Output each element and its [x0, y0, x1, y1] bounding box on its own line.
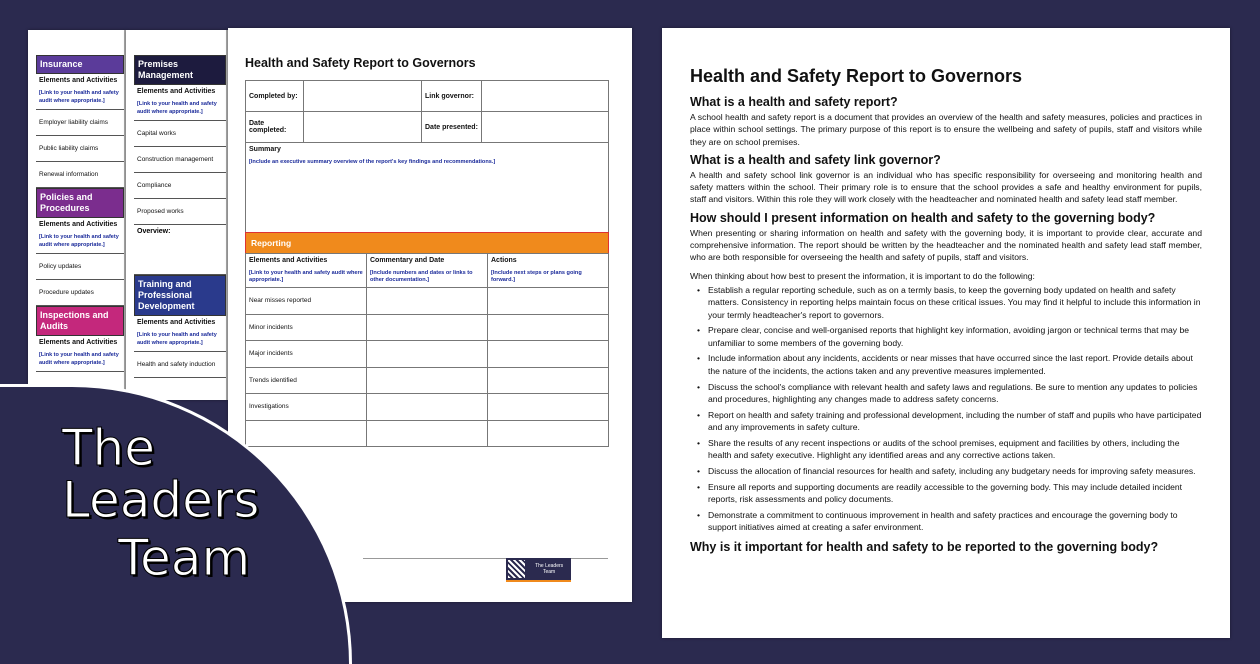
- row-label: Near misses reported: [246, 288, 367, 315]
- table-row: [246, 314, 609, 341]
- paragraph: A health and safety school link governor is an individual who has specific responsibility for overseeing and monitoring health and safety matters within the school. Their primary role is to ensure that the school provides a safe and healthy environment for pupils, staff and visitors. Within this role they will work closely with the headteacher and nominated health and safety lead staff member.: [690, 169, 1202, 205]
- elements-label: Elements and Activities: [39, 221, 118, 228]
- table-row: [246, 367, 609, 394]
- date-completed-field[interactable]: [304, 112, 422, 143]
- guide-title: Health and Safety Report to Governors: [690, 66, 1023, 86]
- brand-line-3: Team: [118, 529, 251, 587]
- table-cell[interactable]: [367, 288, 488, 315]
- table-cell[interactable]: [488, 288, 609, 315]
- elements-label: Elements and Activities: [39, 339, 118, 346]
- column-note: [Include numbers and dates or links to other documentation.]: [370, 270, 473, 283]
- list-item: • Share the results of any recent inspections or audits of the school premises, equipment and facilities by others, including the health and safety executive. Highlight any identified areas and any corrective actions taken.: [690, 437, 1202, 462]
- column-note: [Link to your health and safety audit where appropriate.]: [249, 270, 363, 283]
- column-note: [Include next steps or plans going forward.]: [491, 270, 582, 283]
- audit-link-note: [Link to your health and safety audit where appropriate.]: [137, 332, 217, 346]
- table-cell[interactable]: [367, 367, 488, 394]
- list-item: • Include information about any incidents, accidents or near misses that have occurred since the last report. Provide details about the nature of the incidents, the actions taken and any preventive measures implemented.: [690, 352, 1202, 377]
- table-cell[interactable]: [367, 341, 488, 368]
- row-label: [246, 420, 367, 447]
- details-table: [245, 80, 609, 233]
- brand-line-2: Leaders: [62, 471, 260, 529]
- section-header: Premises Management: [134, 55, 226, 85]
- heading-why-important: Why is it important for health and safety to be reported to the governing body?: [690, 540, 1159, 555]
- section-header: Insurance: [36, 55, 124, 74]
- list-item: • Discuss the school's compliance with relevant health and safety laws and regulations. Be sure to mention any updates to policies and procedures, highlighting any changes made to address safety concerns.: [690, 381, 1202, 406]
- back-page-insurance: [28, 30, 126, 400]
- table-cell[interactable]: [367, 314, 488, 341]
- table-row: Health and safety induction: [134, 352, 226, 378]
- elements-header: [134, 85, 226, 121]
- table-cell[interactable]: [488, 341, 609, 368]
- table-row: [246, 394, 609, 421]
- elements-header: [36, 218, 124, 254]
- table-row: [246, 288, 609, 315]
- list-item: • Establish a regular reporting schedule, such as on a termly basis, to keep the governing body updated on health and safety matters. Consistency in reporting helps maintain focus on these critical issues. You may find it helpful to include this information in your termly headteacher's report to governors.: [690, 284, 1202, 321]
- summary-cell[interactable]: [246, 143, 609, 233]
- column-title: Actions: [491, 257, 517, 264]
- completed-by-field[interactable]: [304, 81, 422, 112]
- link-governor-label: Link governor:: [422, 81, 482, 112]
- table-row: Procedure updates: [36, 280, 124, 306]
- table-row: Compliance: [134, 173, 226, 199]
- date-presented-label: Date presented:: [422, 112, 482, 143]
- guidance-list: [690, 284, 1202, 533]
- table-row: Renewal information: [36, 162, 124, 188]
- reporting-header: Reporting: [245, 232, 609, 254]
- column-title: Elements and Activities: [249, 257, 328, 264]
- audit-link-note: [Link to your health and safety audit where appropriate.]: [137, 101, 217, 115]
- heading-what-is-report: What is a health and safety report?: [690, 95, 898, 109]
- elements-header: [134, 316, 226, 352]
- table-cell[interactable]: [488, 367, 609, 394]
- brand-line-1: The: [62, 419, 155, 477]
- list-item: • Prepare clear, concise and well-organised reports that highlight key information, avoiding jargon or technical terms that may be unfamiliar to some members of the governing body.: [690, 324, 1202, 349]
- qr-code-icon: [508, 560, 525, 578]
- table-row: Proposed works: [134, 199, 226, 225]
- row-label: Trends identified: [246, 367, 367, 394]
- table-row: Policy updates: [36, 254, 124, 280]
- heading-link-governor: What is a health and safety link governor?: [690, 152, 941, 167]
- row-label: Minor incidents: [246, 314, 367, 341]
- table-row: Capital works: [134, 121, 226, 147]
- summary-label: Summary: [249, 146, 281, 153]
- table-cell[interactable]: [367, 420, 488, 447]
- row-label: Investigations: [246, 394, 367, 421]
- audit-link-note: [Link to your health and safety audit where appropriate.]: [39, 352, 119, 366]
- elements-label: Elements and Activities: [137, 319, 216, 326]
- table-cell[interactable]: [488, 394, 609, 421]
- link-governor-field[interactable]: [482, 81, 609, 112]
- list-item: • Ensure all reports and supporting documents are readily accessible to the governing body. This may include detailed incident reports, risk assessments and policy documents.: [690, 481, 1202, 506]
- table-row: Construction management: [134, 147, 226, 173]
- section-header: Policies and Procedures: [36, 188, 124, 218]
- reporting-table: [245, 253, 609, 447]
- form-title: Health and Safety Report to Governors: [245, 56, 476, 70]
- overview-label: Overview:: [134, 225, 226, 275]
- column-header: [246, 254, 367, 288]
- row-label: Major incidents: [246, 341, 367, 368]
- audit-link-note: [Link to your health and safety audit where appropriate.]: [39, 90, 119, 104]
- footer-logo: The Leaders Team: [506, 558, 571, 582]
- table-cell[interactable]: [488, 420, 609, 447]
- table-row: Public liability claims: [36, 136, 124, 162]
- audit-link-note: [Link to your health and safety audit where appropriate.]: [39, 234, 119, 248]
- elements-header: [36, 74, 124, 110]
- paragraph: A school health and safety report is a document that provides an overview of the health and safety measures, policies and practices in place within school settings. The primary purpose of this report is to ensure the wellbeing and safety of pupils, staff and visitors while they are on school premises.: [690, 112, 1202, 147]
- table-cell[interactable]: [488, 314, 609, 341]
- elements-label: Elements and Activities: [39, 77, 118, 84]
- paragraph: When thinking about how best to present the information, it is important to do the following:: [690, 270, 1035, 281]
- section-header: Inspections and Audits: [36, 306, 124, 336]
- table-row: Employer liability claims: [36, 110, 124, 136]
- date-completed-label: Date completed:: [246, 112, 304, 143]
- column-header: [488, 254, 609, 288]
- elements-label: Elements and Activities: [137, 88, 216, 95]
- completed-by-label: Completed by:: [246, 81, 304, 112]
- section-header: Training and Professional Development: [134, 275, 226, 316]
- table-row: [246, 341, 609, 368]
- column-title: Commentary and Date: [370, 257, 445, 264]
- back-page-premises: [126, 30, 228, 400]
- paragraph: When presenting or sharing information on health and safety with the governing body, it is important to provide clear, accurate and comprehensive information. The report should be written by the headteacher and the nominated health and safety lead staff member, who are both responsible for overseeing the health and safety of pupils, staff and visitors.: [690, 227, 1202, 263]
- heading-how-present: How should I present information on health and safety to the governing body?: [690, 210, 1156, 225]
- date-presented-field[interactable]: [482, 112, 609, 143]
- list-item: • Report on health and safety training and professional development, including the number of staff and pupils who have participated and any improvements in safety culture.: [690, 409, 1202, 434]
- table-row: [246, 420, 609, 447]
- summary-note: [Include an executive summary overview of the report's key findings and recommendations.]: [249, 159, 496, 165]
- guidance-page: [662, 28, 1230, 638]
- list-item: • Demonstrate a commitment to continuous improvement in health and safety practices and encourage the governing body to support initiatives aimed at creating a safer environment.: [690, 509, 1202, 534]
- table-cell[interactable]: [367, 394, 488, 421]
- column-header: [367, 254, 488, 288]
- list-item: • Discuss the allocation of financial resources for health and safety, including any budgetary needs for improving safety measures.: [690, 465, 1202, 477]
- elements-header: [36, 336, 124, 372]
